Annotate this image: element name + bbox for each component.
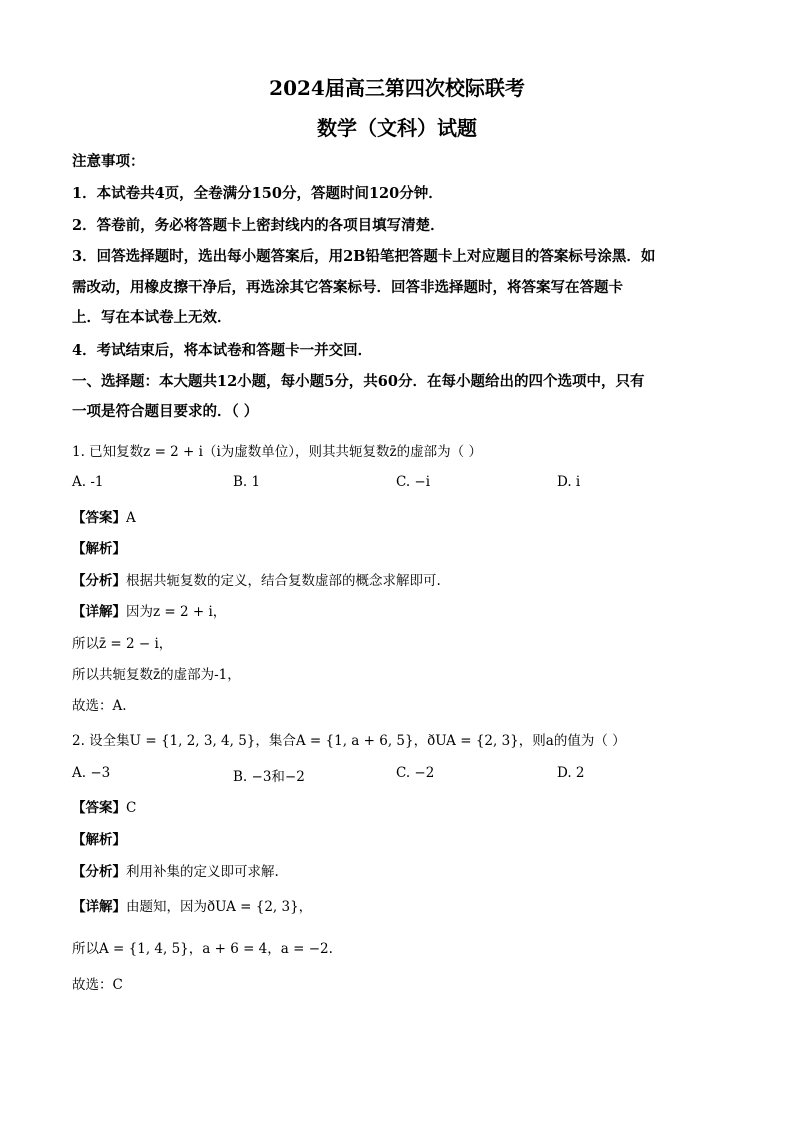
exam-title: 2024届高三第四次校际联考 <box>269 76 525 100</box>
detail-text: 由题知，因为ðUA = {2, 3}， <box>126 899 313 915</box>
answer-tag: 【 答案 】 <box>72 510 126 526</box>
answer-value: A <box>126 510 136 526</box>
exam-subtitle: 数学（文科）试题 <box>317 116 477 140</box>
question-1-option-b: B. 1 <box>233 474 261 490</box>
detail-tag: 【 详解 】 <box>72 604 126 620</box>
question-1-option-a: A. -1 <box>72 474 104 490</box>
question-1-detail-row <box>72 600 226 620</box>
answer-tag: 【 答案 】 <box>72 800 126 816</box>
question-1-step-2: 所以共轭复数z̄的虚部为-1， <box>72 667 241 683</box>
question-1-option-c: C. −i <box>396 474 431 490</box>
question-2-option-c: C. −2 <box>396 765 435 781</box>
question-2-step-1: 所以A = {1, 4, 5}，a + 6 = 4，a = −2. <box>72 941 333 957</box>
detail-text: 因为z = 2 + i， <box>126 604 227 620</box>
question-2-option-a: A. −3 <box>72 765 111 781</box>
fenxi-text: 利用补集的定义即可求解. <box>126 864 279 880</box>
question-2-answer-row <box>72 796 136 816</box>
fenxi-tag: 【 分析 】 <box>72 864 126 880</box>
question-1-step-1: 所以z̄ = 2 − i， <box>72 636 173 652</box>
question-1-analysis-row <box>72 537 126 557</box>
notice-item-1: 1．本试卷共4页，全卷满分150分，答题时间120分钟． <box>72 185 443 202</box>
section-heading-line-2: 一项是符合题目要求的．（ ） <box>72 403 259 420</box>
detail-tag: 【 详解 】 <box>72 899 126 915</box>
notice-item-2: 2．答卷前，务必将答题卡上密封线内的各项目填写清楚． <box>72 217 445 234</box>
notice-item-3-line-1: 3．回答选择题时，选出每小题答案后，用2B铅笔把答题卡上对应题目的答案标号涂黑．如 <box>72 248 656 265</box>
question-1-answer-row <box>72 506 136 526</box>
question-1-fenxi-row <box>72 569 441 589</box>
answer-value: C <box>126 800 137 816</box>
question-2-option-b: B. −3和−2 <box>233 769 305 785</box>
notice-item-3-line-2: 需改动，用橡皮擦干净后，再选涂其它答案标号．回答非选择题时，将答案写在答题卡 <box>72 279 623 296</box>
fenxi-text: 根据共轭复数的定义，结合复数虚部的概念求解即可. <box>126 573 441 589</box>
question-1-conclusion: 故选：A. <box>72 698 127 714</box>
notice-item-4: 4．考试结束后，将本试卷和答题卡一并交回． <box>72 342 373 359</box>
question-2-option-d: D. 2 <box>557 765 585 781</box>
question-2-conclusion: 故选：C <box>72 977 123 993</box>
question-2-fenxi-row <box>72 860 279 880</box>
section-heading-line-1: 一、选择题：本大题共12小题，每小题5分，共60分．在每小题给出的四个选项中，只有 <box>72 373 645 390</box>
fenxi-tag: 【 分析 】 <box>72 573 126 589</box>
question-2-detail-row <box>72 895 312 915</box>
notice-item-3-line-3: 上．写在本试卷上无效． <box>72 309 232 326</box>
analysis-tag: 【 解析 】 <box>72 832 126 848</box>
question-2-stem: 2. 设全集U = {1, 2, 3, 4, 5}，集合A = {1, a + 6, 5}，ðUA = {2, 3}，则a的值为（ ） <box>72 733 626 749</box>
notice-heading: 注意事项： <box>72 153 145 170</box>
question-1-option-d: D. i <box>557 474 581 490</box>
question-2-analysis-row <box>72 828 126 848</box>
question-1-stem: 1. 已知复数z = 2 + i（i为虚数单位），则其共轭复数z̄的虚部为（ ） <box>72 444 482 460</box>
analysis-tag: 【 解析 】 <box>72 541 126 557</box>
